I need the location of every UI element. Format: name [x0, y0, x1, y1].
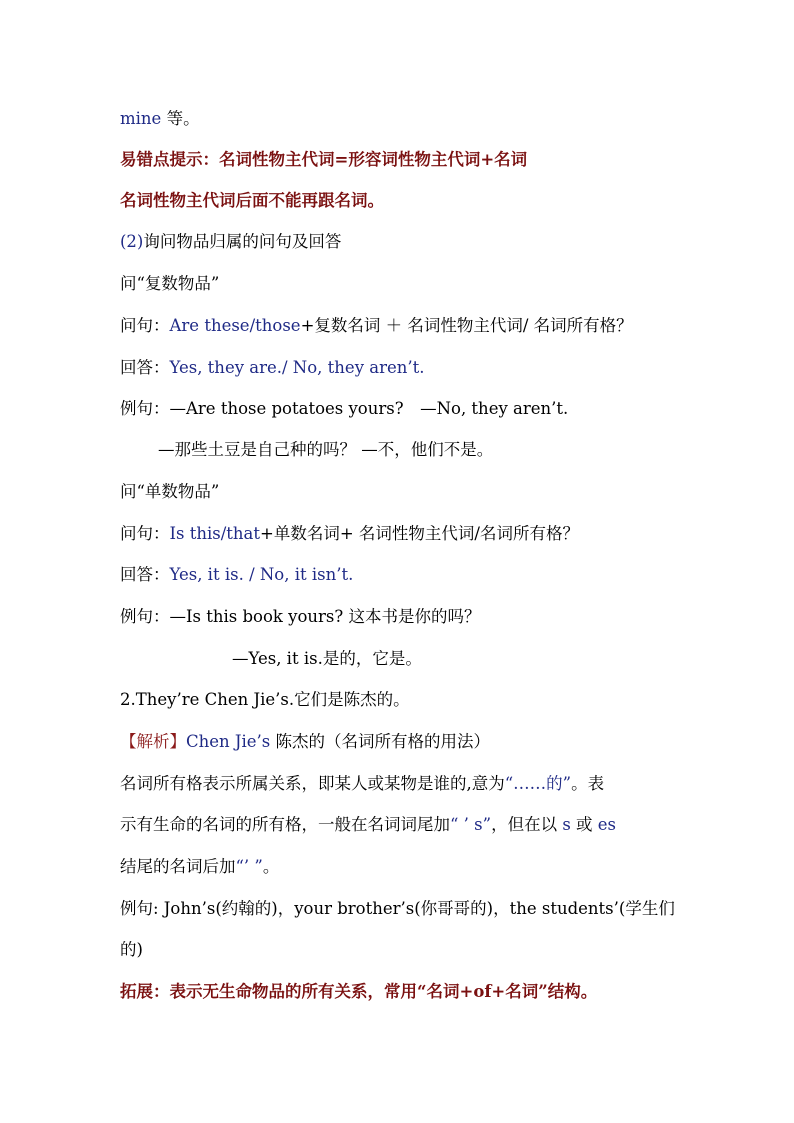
subsection-singular: 问“单数物品”: [120, 482, 220, 501]
answer-pattern-singular: [120, 563, 353, 587]
section-title: 询问物品归属的问句及回答: [143, 232, 342, 251]
english-term: Are these/those: [169, 316, 301, 335]
analysis-label: 【解析】: [120, 732, 186, 751]
text-segment: 结尾的名词后加: [120, 857, 236, 876]
label: 问句：: [120, 524, 170, 543]
text-line: [120, 107, 200, 131]
analysis-line: [120, 730, 490, 754]
text-segment: 名词所有格表示所属关系，即某人或某物是谁的,意为: [120, 774, 505, 793]
example-singular: 例句：—Is this book yours? 这本书是你的吗？: [120, 607, 481, 626]
english-term: mine: [120, 109, 162, 128]
text-segment: ，但在以: [491, 815, 563, 834]
error-tip-note: 名词性物主代词后面不能再跟名词。: [120, 191, 384, 210]
subsection-plural: 问“复数物品”: [120, 274, 220, 293]
english-term: “……的”: [504, 774, 572, 793]
paragraph-line: [120, 772, 604, 796]
text-segment: 等。: [161, 109, 200, 128]
text-segment: +单数名词+ 名词性物主代词/名词所有格？: [260, 524, 579, 543]
text-segment: 。: [262, 857, 280, 876]
example-possessive-cont: 的): [120, 940, 143, 959]
error-tip-heading: 易错点提示：名词性物主代词=形容词性物主代词+名词: [120, 150, 528, 169]
label: 回答：: [120, 358, 170, 377]
example-plural: 例句：—Are those potatoes yours? —No, they aren’t.: [120, 399, 569, 418]
english-term: “ ’ s”: [450, 815, 492, 834]
label: 问句：: [120, 316, 170, 335]
english-term: s: [562, 815, 571, 834]
sentence-heading: 2.They’re Chen Jie’s.它们是陈杰的。: [120, 690, 410, 709]
section-number: (2): [120, 232, 144, 251]
text-segment: +复数名词 ＋ 名词性物主代词/ 名词所有格？: [300, 316, 633, 335]
section-heading: [120, 230, 341, 254]
answer-pattern-plural: [120, 356, 425, 380]
text-segment: 陈杰的（名词所有格的用法）: [270, 732, 491, 751]
text-segment: 示有生命的名词的所有格，一般在名词词尾加: [120, 815, 450, 834]
english-term: “’ ”: [235, 857, 263, 876]
example-possessive: 例句: John’s(约翰的)，your brother’s(你哥哥的)，the students’(学生们: [120, 899, 675, 918]
question-pattern-plural: [120, 314, 633, 338]
english-term: Yes, they are./ No, they aren’t.: [169, 358, 425, 377]
paragraph-line: [120, 855, 279, 879]
english-term: Yes, it is. / No, it isn’t.: [169, 565, 354, 584]
example-singular-answer: —Yes, it is.是的，它是。: [232, 649, 422, 668]
label: 回答：: [120, 565, 170, 584]
english-term: es: [597, 815, 617, 834]
question-pattern-singular: [120, 522, 579, 546]
english-term: Chen Jie’s: [186, 732, 271, 751]
paragraph-line: [120, 813, 616, 837]
extension-note: 拓展：表示无生命物品的所有关系，常用“名词+of+名词”结构。: [120, 982, 598, 1001]
text-segment: 或: [570, 815, 598, 834]
english-term: Is this/that: [169, 524, 261, 543]
example-plural-translation: —那些土豆是自己种的吗？ —不，他们不是。: [158, 440, 494, 459]
text-segment: 。表: [571, 774, 605, 793]
